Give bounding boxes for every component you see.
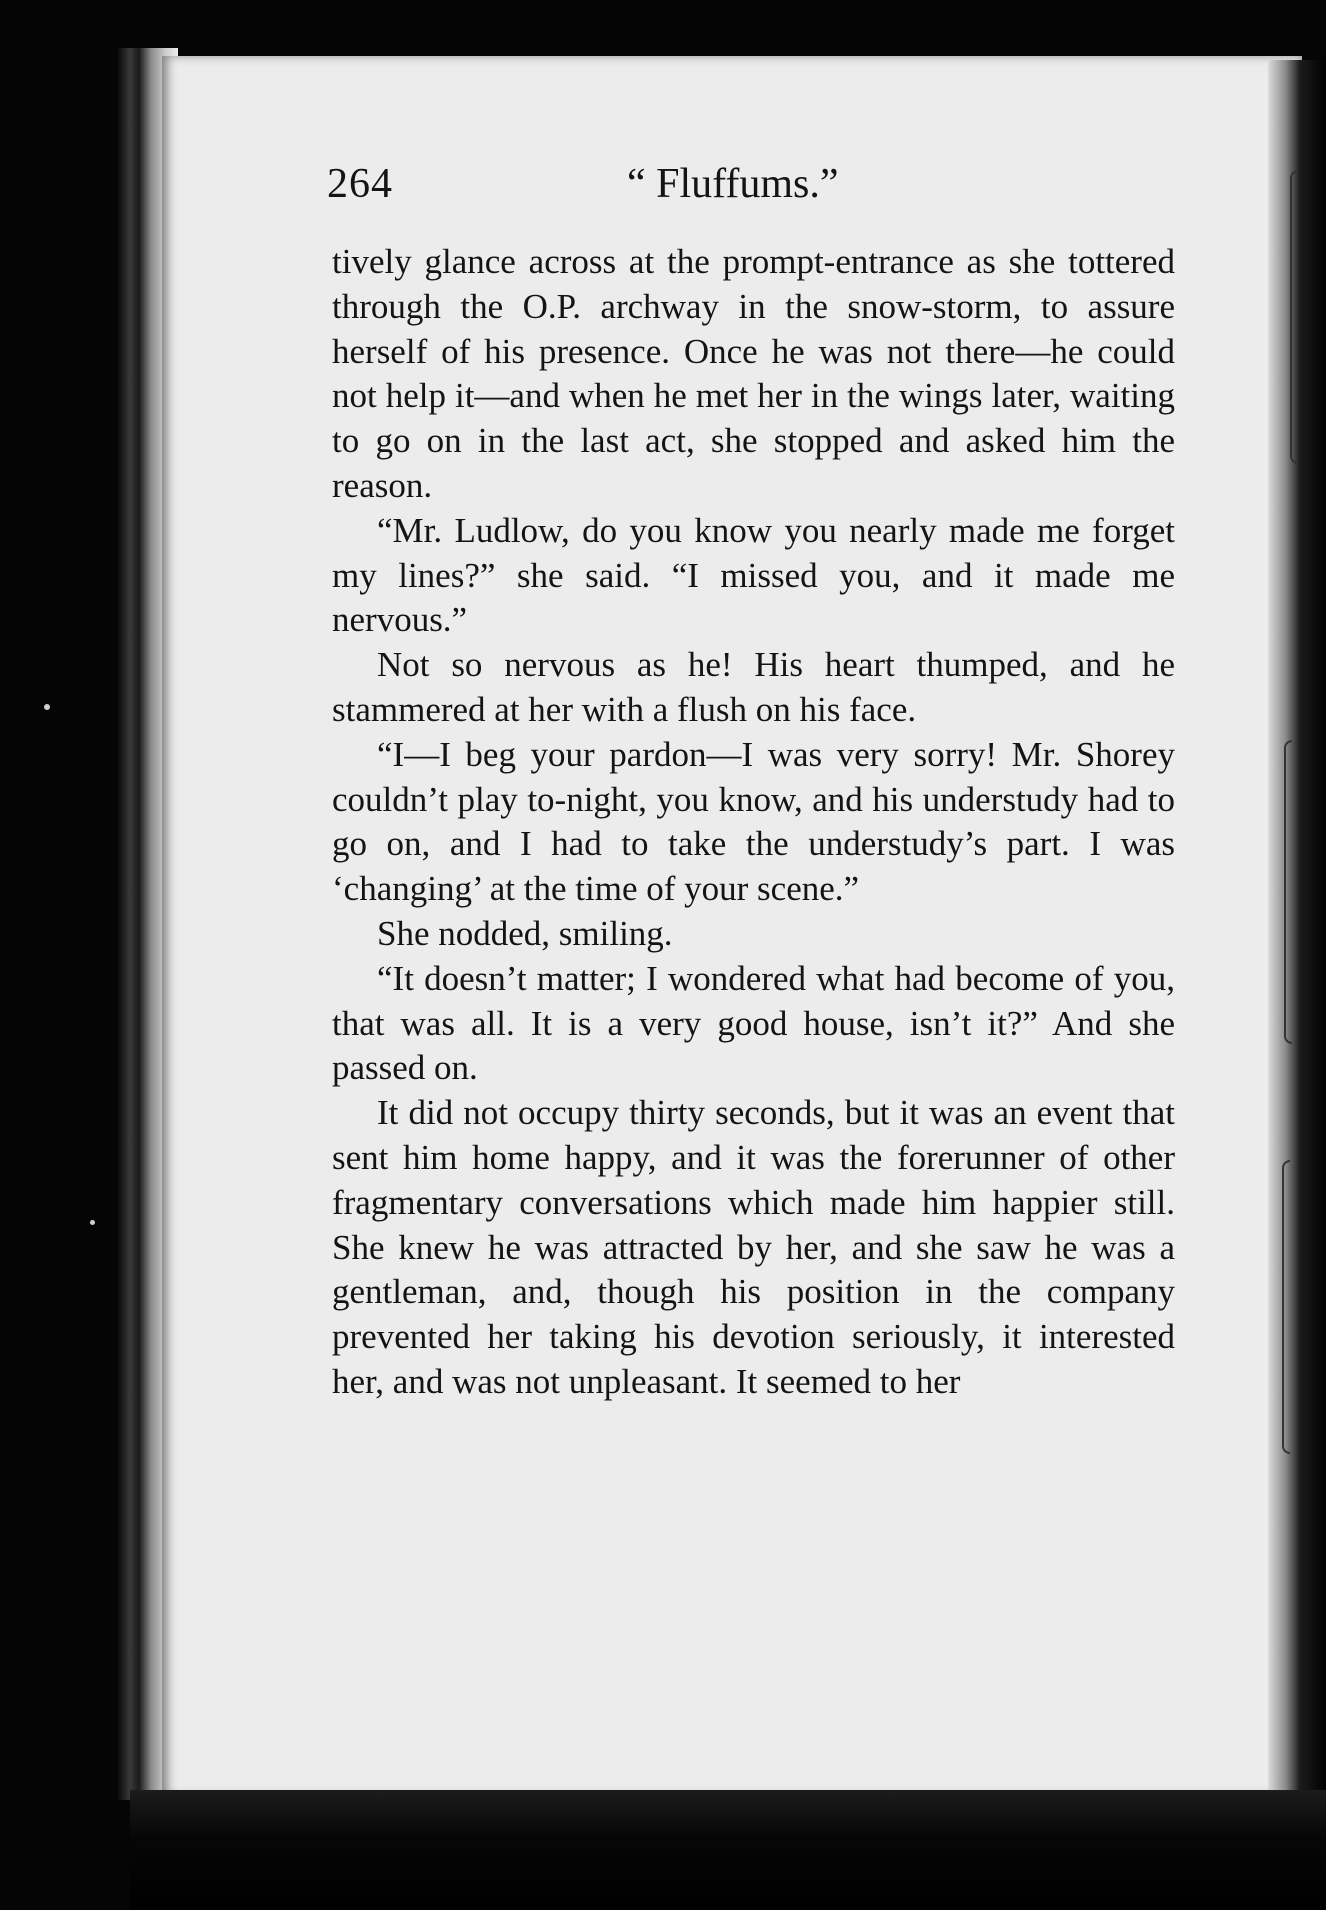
body-text <box>332 240 1175 1405</box>
paragraph: She nodded, smiling. <box>377 913 673 953</box>
page-edge-mark <box>1284 740 1292 1044</box>
paragraph: “It doesn’t matter; I wondered what had become of you, that was all. It is a very good house, isn’t it?” And she passed on. <box>332 958 1175 1088</box>
page-edge-mark <box>1290 170 1298 464</box>
paragraph: tively glance across at the prompt-entrance as she tottered through the O.P. archway in the snow-storm, to assure herself of his presence. Once he was not there—he could not help it—and when he met her in the wings later, waiting to go on in the last act, she stopped and asked him the reason. <box>332 242 1175 505</box>
paragraph: “I—I beg your pardon—I was very sorry! Mr. Shorey couldn’t play to-night, you know, and his understudy had to go on, and I had to take the understudy’s part. I was ‘changing’ at the time of your scene.” <box>332 734 1175 909</box>
page-header <box>327 160 1187 220</box>
paragraph: It did not occupy thirty seconds, but it was an event that sent him home happy, and it was the forerunner of other fragmentary conversations which made him happier still. She knew he was attracted by her, and she saw he was a gentleman, and, though his position in the company prevented her taking his devotion seriously, it interested her, and was not unpleasant. It seemed to her <box>332 1093 1175 1401</box>
paragraph: Not so nervous as he! His heart thumped, and he stammered at her with a flush on his face. <box>332 645 1175 729</box>
page-edge-mark <box>1282 1160 1290 1454</box>
running-title: “ Fluffums.” <box>627 161 839 207</box>
paragraph: “Mr. Ludlow, do you know you nearly made me forget my lines?” she said. “I missed you, and it made me nervous.” <box>332 510 1175 640</box>
page-number: 264 <box>327 161 393 207</box>
dust-speck <box>90 1220 95 1225</box>
bottom-shadow <box>130 1790 1326 1910</box>
dust-speck <box>44 704 50 710</box>
